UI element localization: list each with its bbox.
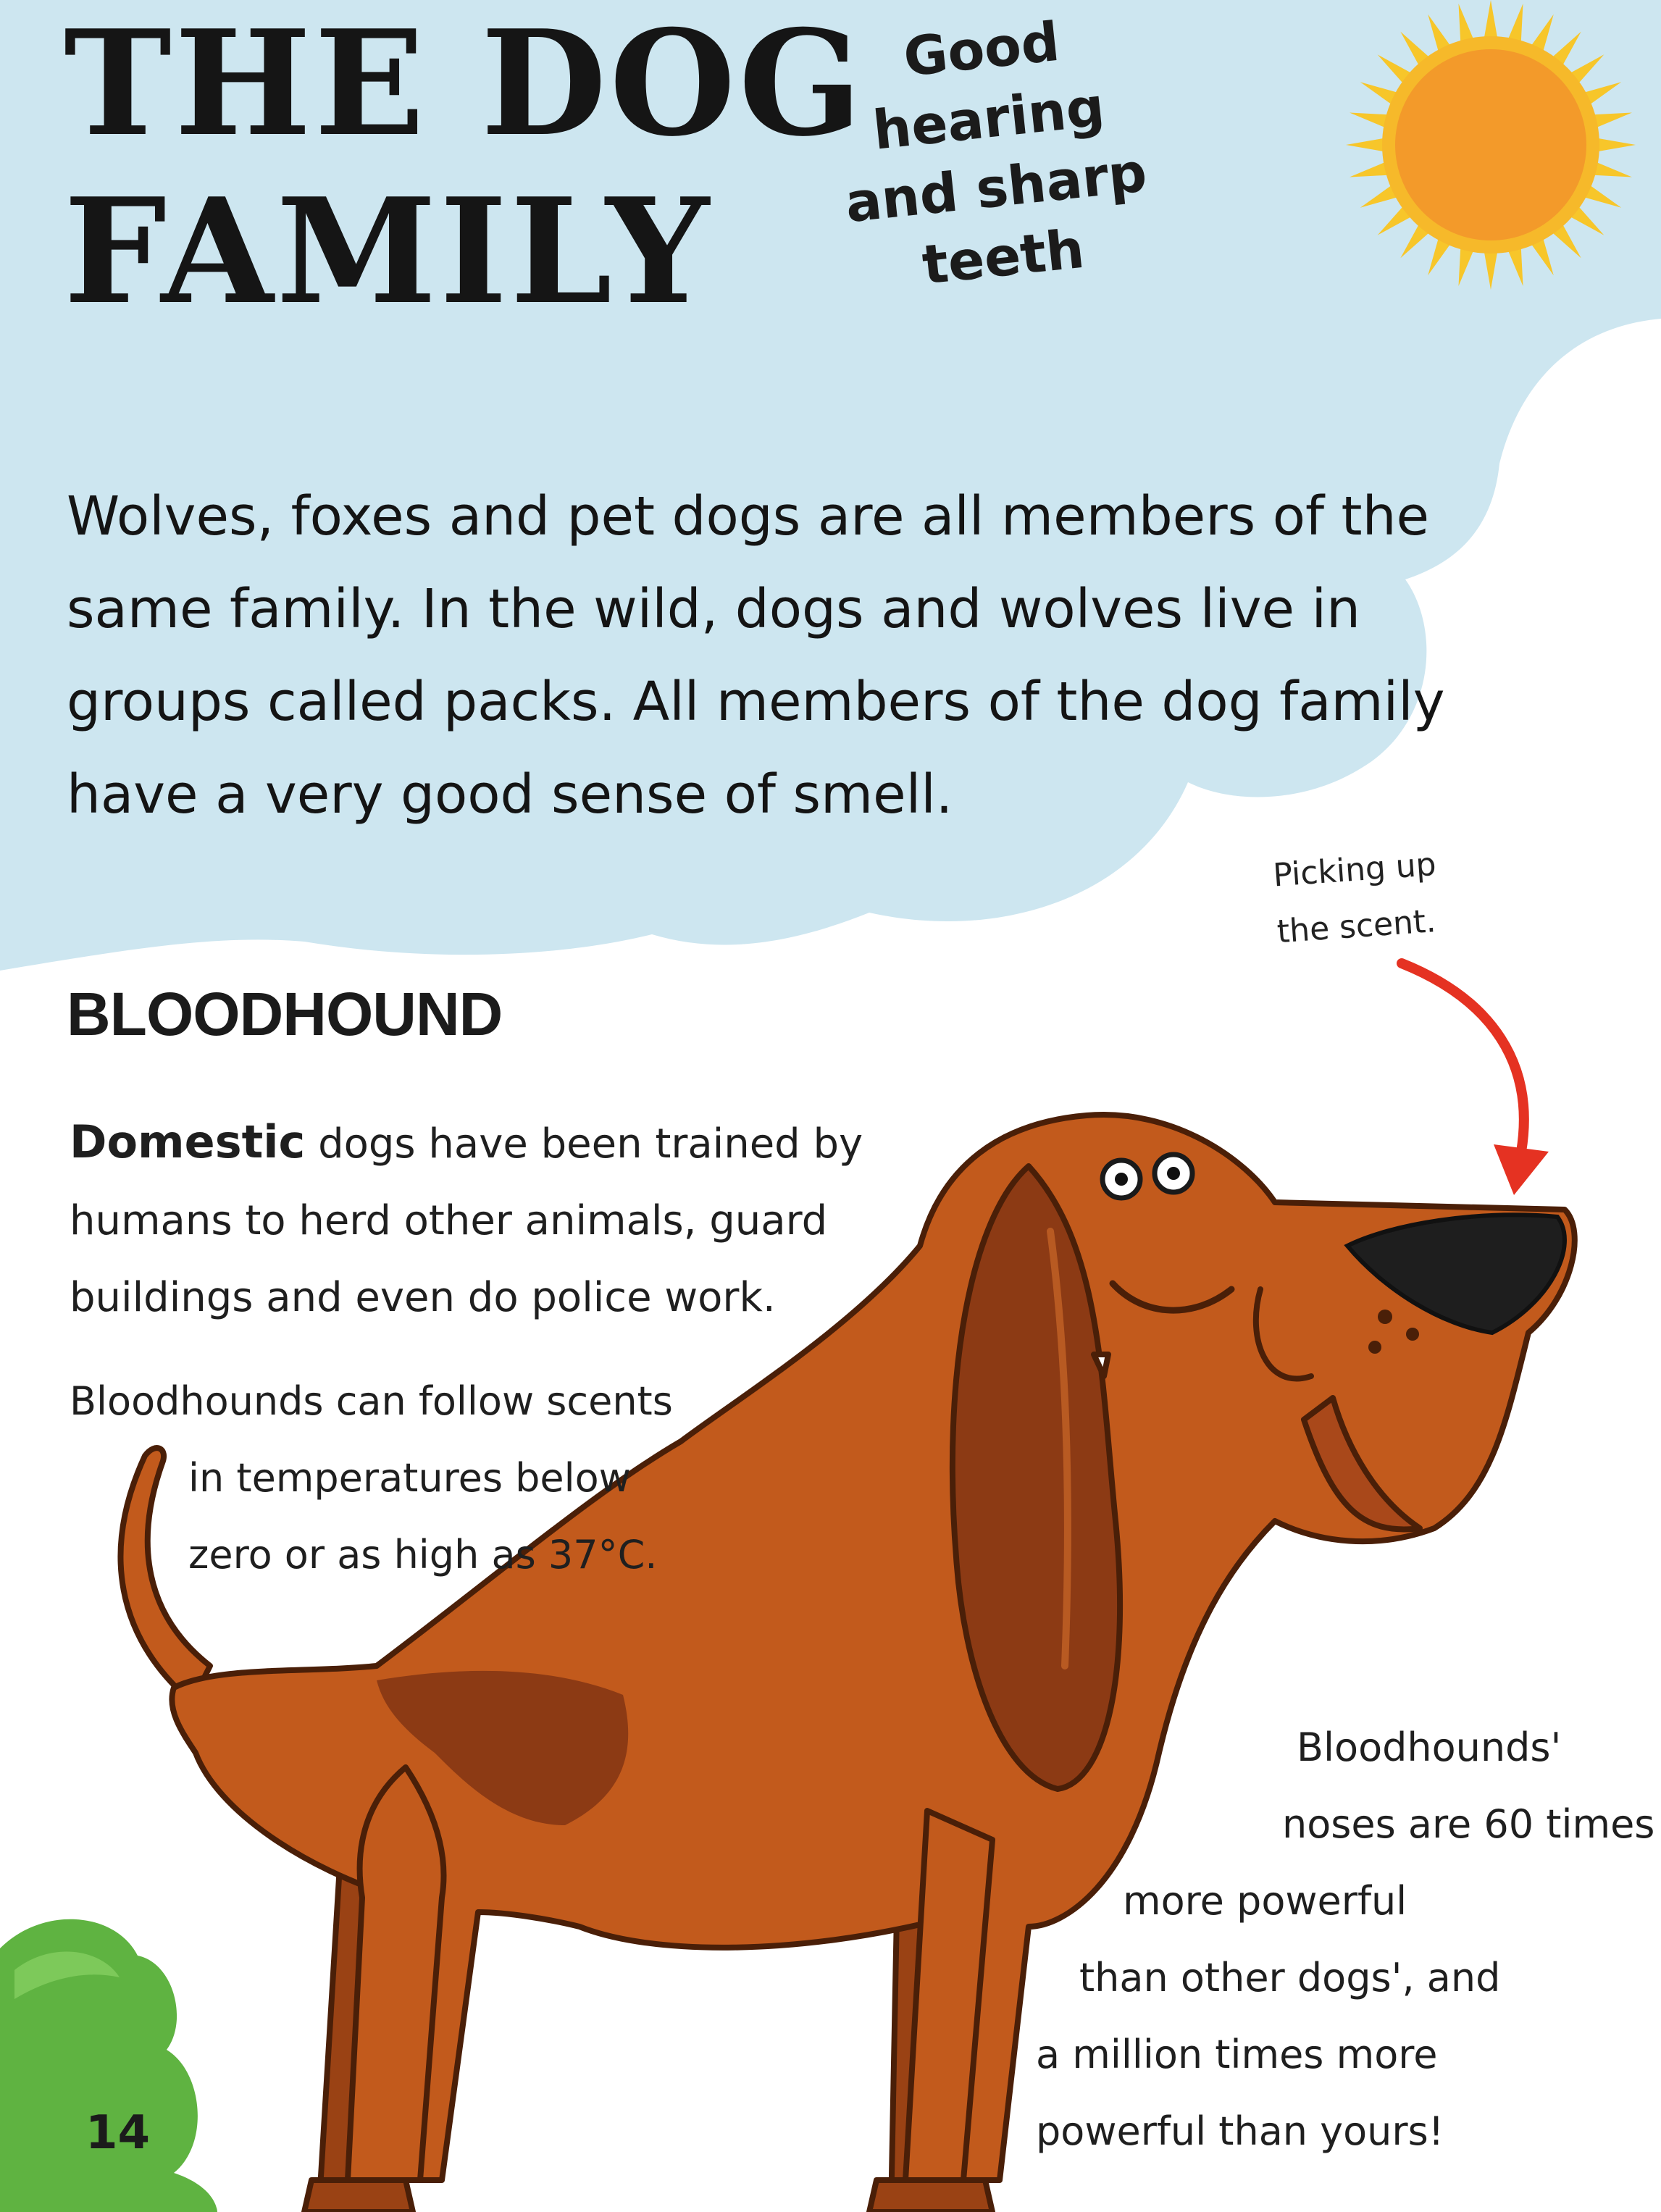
arrow-icon <box>1402 963 1549 1195</box>
fact-line: more powerful <box>1123 1878 1407 1924</box>
title-line: THE DOG <box>64 0 866 169</box>
caption-line: the scent. <box>1276 902 1437 951</box>
tagline-line: Good hearing <box>870 10 1108 162</box>
nose-fact <box>1000 1709 1654 2170</box>
tagline-line: teeth <box>919 217 1087 297</box>
fact-line: a million times more <box>1036 2032 1438 2077</box>
fact-line: Bloodhounds' <box>1297 1725 1562 1770</box>
tagline-line: and sharp <box>842 141 1150 235</box>
scent-caption <box>1271 833 1496 961</box>
domestic-paragraph <box>70 1104 924 1336</box>
tagline <box>776 0 1208 313</box>
temperature-fact <box>70 1363 673 1593</box>
title-line: FAMILY <box>64 167 712 337</box>
fact-line: zero or as high as 37°C. <box>188 1532 658 1578</box>
domestic-lead: Domestic <box>70 1115 306 1168</box>
domestic-text: dogs have been trained by humans to herd other animals, guard buildings and even do police work. <box>70 1120 863 1321</box>
caption-line: Picking up <box>1271 845 1438 895</box>
fact-line: than other dogs', and <box>1079 1955 1501 2001</box>
fact-line: Bloodhounds can follow scents <box>70 1378 673 1424</box>
fact-line: noses are 60 times <box>1282 1801 1655 1847</box>
section-heading: BLOODHOUND <box>67 980 503 1048</box>
page-title <box>64 0 865 336</box>
page-number: 14 <box>85 2106 151 2160</box>
fact-line: in temperatures below <box>188 1455 631 1501</box>
intro-paragraph: Wolves, foxes and pet dogs are all members of the same family. In the wild, dogs and wolves live in groups called packs. All members of the dog family have a very good sense of smell. <box>67 485 1445 826</box>
fact-line: powerful than yours! <box>1036 2108 1444 2154</box>
